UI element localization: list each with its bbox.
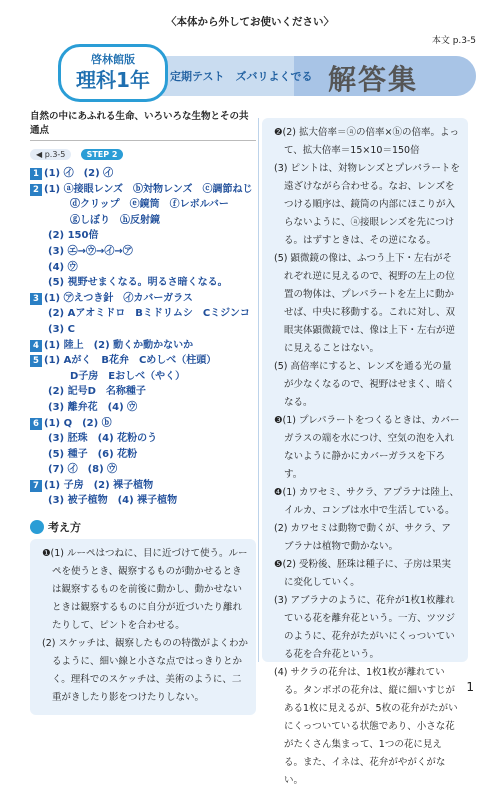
question-number: 2 <box>30 184 42 196</box>
text-reference: 本文 p.3-5 <box>431 36 476 46</box>
explanation-paragraph: ❺(2) 受粉後、胚珠は種子に、子房は果実に変化していく。 <box>274 559 451 588</box>
explanation-paragraph: (4) サクラの花弁は、1枚1枚が離れている。タンポポの花弁は、縦に細いすじがある1枚に見えるが、5枚の花弁がたがいにくっついている状態であり、小さな花がたくさん集まって、1つの花に見える。また、イネは、花弁がやがくがない。 <box>274 667 458 786</box>
answer-row <box>30 416 256 432</box>
answer-text: (2) 150倍 <box>48 230 99 242</box>
answer-text: (7) ㋑ (8) ㋒ <box>48 464 118 476</box>
topic-title: 自然の中にあふれる生命、いろいろな生物とその共通点 <box>30 108 256 141</box>
answer-text: (1) 陸上 (2) 動くか動かないか <box>44 339 194 351</box>
step-header <box>30 149 256 160</box>
page-title: 解答集 <box>328 63 419 96</box>
answer-text: (3) C <box>48 323 75 335</box>
step-badge: STEP 2 <box>81 149 124 160</box>
publisher-name: 啓林館版 <box>91 53 135 66</box>
page-ref-pill: ◀ p.3-5 <box>30 149 71 160</box>
answer-row <box>30 493 256 509</box>
answer-row <box>30 400 256 416</box>
answer-row <box>30 275 256 291</box>
question-number: 7 <box>30 480 42 492</box>
notice: 〈本体から外してお使いください〉 <box>166 16 334 28</box>
answer-column <box>30 108 256 715</box>
answer-row <box>30 244 256 260</box>
answer-row <box>30 447 256 463</box>
answer-text: (5) 種子 (6) 花粉 <box>48 448 138 460</box>
explanation-paragraph: (2) スケッチは、観察したものの特徴がよくわかるように、細い線と小さな点ではっきりとかく。理科でのスケッチは、美術のように、二重がきしたり影をつけたりしない。 <box>42 638 249 704</box>
answer-row <box>30 462 256 478</box>
answer-text: (5) 視野せまくなる。明るさ暗くなる。 <box>48 277 228 289</box>
answer-text: (2) 記号D 名称種子 <box>48 386 146 398</box>
answer-row <box>30 182 256 198</box>
answer-row <box>30 306 256 322</box>
answer-row <box>30 353 256 369</box>
explanation-paragraph: ❸(1) プレパラートをつくるときは、カバーガラスの端を水につけ、空気の泡を入れないように静かにカバーガラスを下ろす。 <box>274 415 460 480</box>
answer-text: ⓖしぼり ⓗ反射鏡 <box>70 214 160 226</box>
answer-row <box>30 369 256 385</box>
answer-text: (1) Q (2) ⓑ <box>44 417 112 429</box>
explanation-paragraph: (5) 高倍率にすると、レンズを通る光の量が少なくなるので、視野はせまく、暗くなる。 <box>274 361 455 408</box>
answer-text: D子房 Eおしべ（やく） <box>70 370 186 382</box>
column-divider <box>258 118 259 662</box>
answer-text: (1) ⓐ接眼レンズ ⓑ対物レンズ ⓒ調節ねじ <box>44 183 253 195</box>
answer-text: (3) ㋓→㋒→㋑→㋐ <box>48 245 133 257</box>
explanation-paragraph: ❹(1) カワセミ、サクラ、アプラナは陸上、イルカ、コンブは水中で生活している。 <box>274 487 459 516</box>
explanation-paragraph: ❷(2) 拡大倍率＝ⓐの倍率×ⓑの倍率。よって、拡大倍率＝15×10＝150倍 <box>274 127 459 156</box>
answer-text: (3) 被子植物 (4) 裸子植物 <box>48 495 178 507</box>
explanation-paragraph: (5) 顕微鏡の像は、ふつう上下・左右がそれぞれ逆に見えるので、視野の左上の位置の物体は、プレパラートを左上に動かせば、中央に移動する。これに対し、双眼実体顕微鏡では、像は上下・左右が逆に見えることはない。 <box>274 253 456 354</box>
lightbulb-icon <box>30 520 44 534</box>
answer-list <box>30 166 256 509</box>
answer-row <box>30 338 256 354</box>
explanation-heading <box>30 519 256 535</box>
question-number: 1 <box>30 168 42 180</box>
publisher-logo <box>58 44 168 102</box>
answer-row <box>30 228 256 244</box>
answer-text: (3) 胚珠 (4) 花粉のう <box>48 433 158 445</box>
answer-row <box>30 166 256 182</box>
answer-row <box>30 431 256 447</box>
question-number: 6 <box>30 418 42 430</box>
answer-text: (4) ㋒ <box>48 261 78 273</box>
answer-text: (1) ㋑ (2) ㋑ <box>44 168 114 179</box>
answer-row <box>30 384 256 400</box>
answer-text: (1) ㋐えつき針 ㋑カバーガラス <box>44 292 193 304</box>
answer-row <box>30 213 256 229</box>
subject-name: 理科1年 <box>76 68 150 92</box>
answer-text: (2) Aアオミドロ Bミドリムシ Cミジンコ <box>48 308 250 320</box>
answer-text: (3) 離弁花 (4) ㋒ <box>48 401 138 413</box>
explanation-paragraph: (3) アブラナのように、花弁が1枚1枚離れている花を離弁花という。一方、ツツジのように、花弁がたがいにくっついている花を合弁花という。 <box>274 595 456 660</box>
page-number: 1 <box>466 680 474 694</box>
explanation-paragraph: (3) ピントは、対物レンズとプレパラートを遠ざけながら合わせる。なお、レンズをつける順序は、鏡筒の内部にほこりが入らないように、ⓐ接眼レンズを先につける。はずすときは、その逆になる。 <box>274 163 460 246</box>
header-banner <box>32 44 476 104</box>
explanation-paragraph: (2) カワセミは動物で動くが、サクラ、アブラナは植物で動かない。 <box>274 523 451 552</box>
test-title: 定期テスト ズバリよくでる <box>170 70 313 83</box>
answer-row <box>30 291 256 307</box>
answer-text: (1) Aがく B花弁 Cめしべ（柱頭） <box>44 355 217 367</box>
answer-row <box>30 322 256 338</box>
explanation-column <box>262 118 468 786</box>
question-number: 4 <box>30 340 42 352</box>
explanation-paragraph: ❶(1) ルーペはつねに、目に近づけて使う。ルーペを使うとき、観察するものが動かせるときは観察するものを前後に動かし、動かせないときは観察するものに自分が近づいたり離れたりして、ピントを合わせる。 <box>42 548 248 632</box>
answer-row <box>30 478 256 494</box>
explanation-title: 考え方 <box>48 521 81 535</box>
answer-text: (1) 子房 (2) 裸子植物 <box>44 479 154 491</box>
answer-row <box>30 260 256 276</box>
answer-text: ⓓクリップ ⓔ鏡筒 ⓕレボルバー <box>70 199 229 211</box>
answer-row <box>30 197 256 213</box>
question-number: 5 <box>30 355 42 367</box>
question-number: 3 <box>30 293 42 305</box>
explanation-box <box>30 539 256 715</box>
